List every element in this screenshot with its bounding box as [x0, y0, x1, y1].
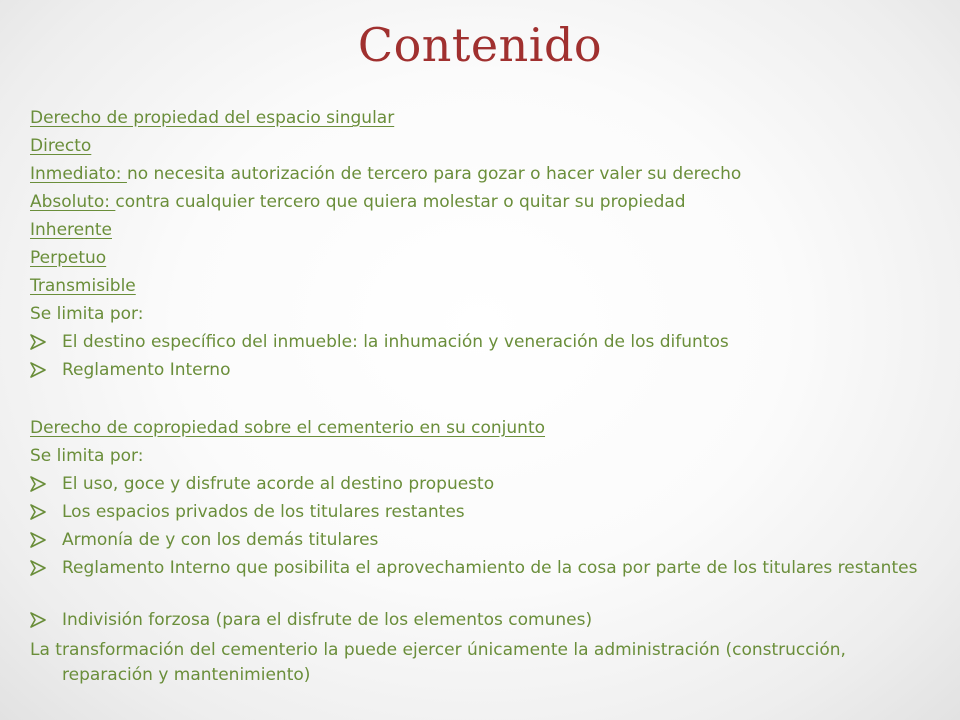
closing-paragraph: La transformación del cementerio la puede ejercer únicamente la administración (construcción, reparación y mantenimiento): [30, 640, 846, 685]
item-perpetuo: [30, 246, 930, 274]
bullet-item: [30, 500, 930, 528]
item-inherente: [30, 218, 930, 246]
bullet-item: [30, 608, 930, 636]
section-heading-copropiedad: [30, 416, 930, 444]
bullet-item: [30, 358, 930, 386]
section-heading-propiedad: [30, 106, 930, 134]
bullet-item: [30, 472, 930, 500]
item-absoluto-lead: Absoluto:: [30, 192, 116, 212]
bullet-text: El destino específico del inmueble: la inhumación y veneración de los difuntos: [62, 332, 729, 352]
bullet-item: [30, 528, 930, 556]
item-directo-text: Directo: [30, 136, 92, 156]
item-transmisible: [30, 274, 930, 302]
spacer: [30, 386, 930, 416]
section-heading-propiedad-text: Derecho de propiedad del espacio singular: [30, 108, 395, 128]
limit-label-1: Se limita por:: [30, 304, 144, 324]
arrow-bullet-icon: [30, 500, 62, 520]
bullet-item: [30, 330, 930, 358]
arrow-bullet-icon: [30, 556, 62, 576]
bullet-item: [30, 556, 930, 608]
item-inmediato-text: no necesita autorización de tercero para gozar o hacer valer su derecho: [126, 164, 742, 184]
bullet-text: El uso, goce y disfrute acorde al destino propuesto: [62, 474, 495, 494]
bullet-text: Indivisión forzosa (para el disfrute de los elementos comunes): [62, 610, 593, 630]
item-transmisible-text: Transmisible: [30, 276, 136, 296]
item-perpetuo-text: Perpetuo: [30, 248, 107, 268]
bullet-text: Armonía de y con los demás titulares: [62, 530, 379, 550]
item-inmediato: [30, 162, 930, 190]
arrow-bullet-icon: [30, 358, 62, 378]
arrow-bullet-icon: [30, 472, 62, 492]
arrow-bullet-icon: [30, 330, 62, 350]
bullet-text: Reglamento Interno que posibilita el aprovechamiento de la cosa por parte de los titulares restantes: [62, 558, 918, 578]
limit-label-2: Se limita por:: [30, 446, 144, 466]
bullet-text: Reglamento Interno: [62, 360, 231, 380]
slide-content: [30, 106, 930, 688]
item-inherente-text: Inherente: [30, 220, 112, 240]
item-inmediato-lead: Inmediato:: [30, 164, 127, 184]
item-absoluto-text: contra cualquier tercero que quiera molestar o quitar su propiedad: [115, 192, 686, 212]
arrow-bullet-icon: [30, 528, 62, 548]
item-directo: [30, 134, 930, 162]
item-absoluto: [30, 190, 930, 218]
section-heading-copropiedad-text: Derecho de copropiedad sobre el cementerio en su conjunto: [30, 418, 546, 438]
slide-title: Contenido: [357, 18, 603, 72]
bullet-text: Los espacios privados de los titulares restantes: [62, 502, 465, 522]
arrow-bullet-icon: [30, 608, 62, 628]
